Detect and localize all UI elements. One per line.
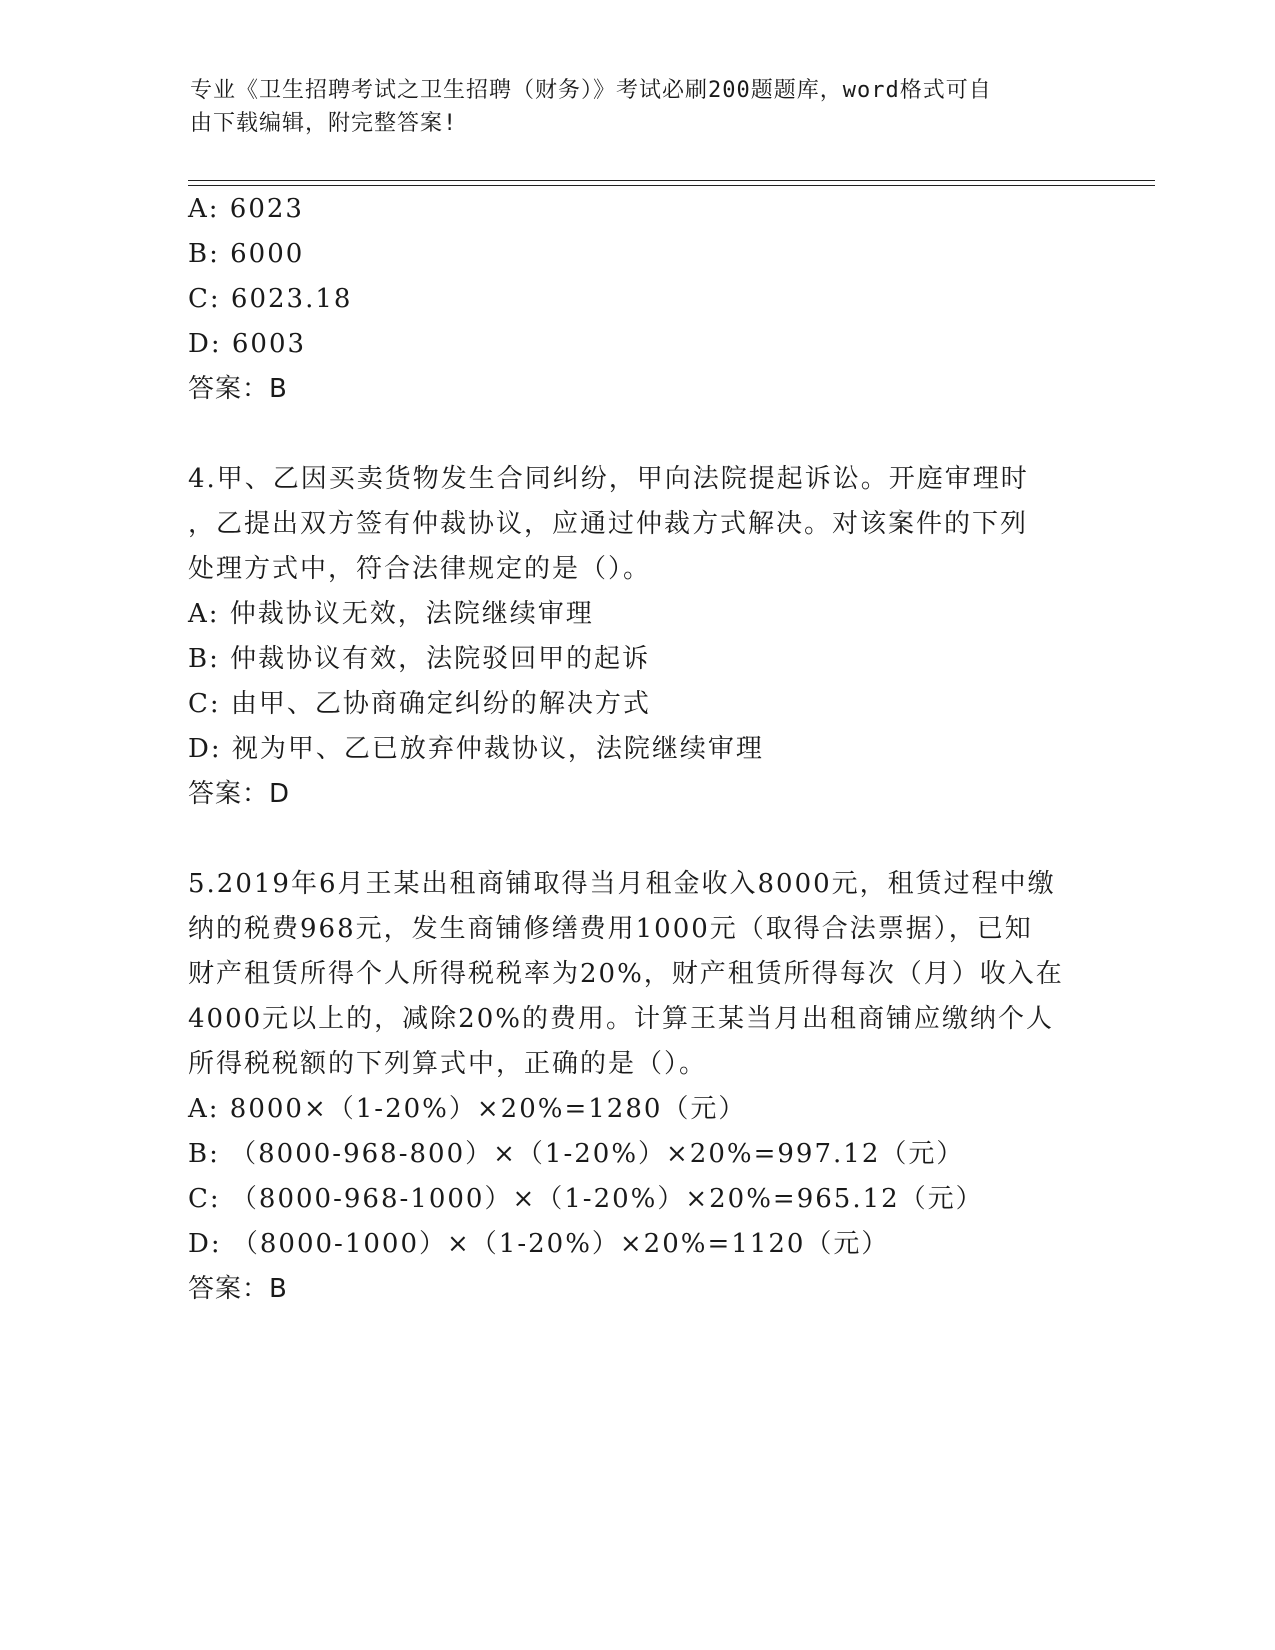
question-stem-line: 处理方式中，符合法律规定的是（）。	[188, 554, 652, 584]
header-divider-bottom	[188, 185, 1155, 186]
option-a: A: 仲裁协议无效，法院继续审理	[188, 599, 594, 629]
option-a: A: 8000×（1-20%）×20%=1280（元）	[188, 1094, 747, 1124]
option-b: B: （8000-968-800）×（1-20%）×20%=997.12（元）	[188, 1139, 965, 1169]
header-line-1: 专业《卫生招聘考试之卫生招聘（财务）》考试必刷200题题库，word格式可自	[190, 78, 992, 103]
answer: 答案：B	[188, 1274, 288, 1304]
answer: 答案：B	[188, 374, 288, 404]
option-c: C: （8000-968-1000）×（1-20%）×20%=965.12（元）	[188, 1184, 984, 1214]
question-stem-line: 4.甲、乙因买卖货物发生合同纠纷，甲向法院提起诉讼。开庭审理时	[188, 464, 1029, 494]
option-d: D: 6003	[188, 329, 307, 359]
answer: 答案：D	[188, 779, 291, 809]
question-stem-line: 财产租赁所得个人所得税税率为20%，财产租赁所得每次（月）收入在	[188, 959, 1064, 989]
option-b: B: 6000	[188, 239, 305, 269]
option-c: C: 6023.18	[188, 284, 353, 314]
question-stem-line: 4000元以上的，减除20%的费用。计算王某当月出租商铺应缴纳个人	[188, 1004, 1054, 1034]
option-d: D: （8000-1000）×（1-20%）×20%=1120（元）	[188, 1229, 890, 1259]
question-stem-line: 纳的税费968元，发生商铺修缮费用1000元（取得合法票据），已知	[188, 914, 1033, 944]
option-d: D: 视为甲、乙已放弃仲裁协议，法院继续审理	[188, 734, 764, 764]
question-stem-line: 5.2019年6月王某出租商铺取得当月租金收入8000元，租赁过程中缴	[188, 869, 1056, 899]
header-divider-top	[188, 180, 1155, 181]
option-c: C: 由甲、乙协商确定纠纷的解决方式	[188, 689, 651, 719]
question-stem-line: 所得税税额的下列算式中，正确的是（）。	[188, 1049, 708, 1079]
document-header	[190, 74, 1070, 140]
option-b: B: 仲裁协议有效，法院驳回甲的起诉	[188, 644, 651, 674]
option-a: A: 6023	[188, 194, 304, 224]
header-line-2: 由下载编辑，附完整答案!	[190, 111, 458, 136]
question-stem-line: ，乙提出双方签有仲裁协议，应通过仲裁方式解决。对该案件的下列	[188, 509, 1029, 539]
